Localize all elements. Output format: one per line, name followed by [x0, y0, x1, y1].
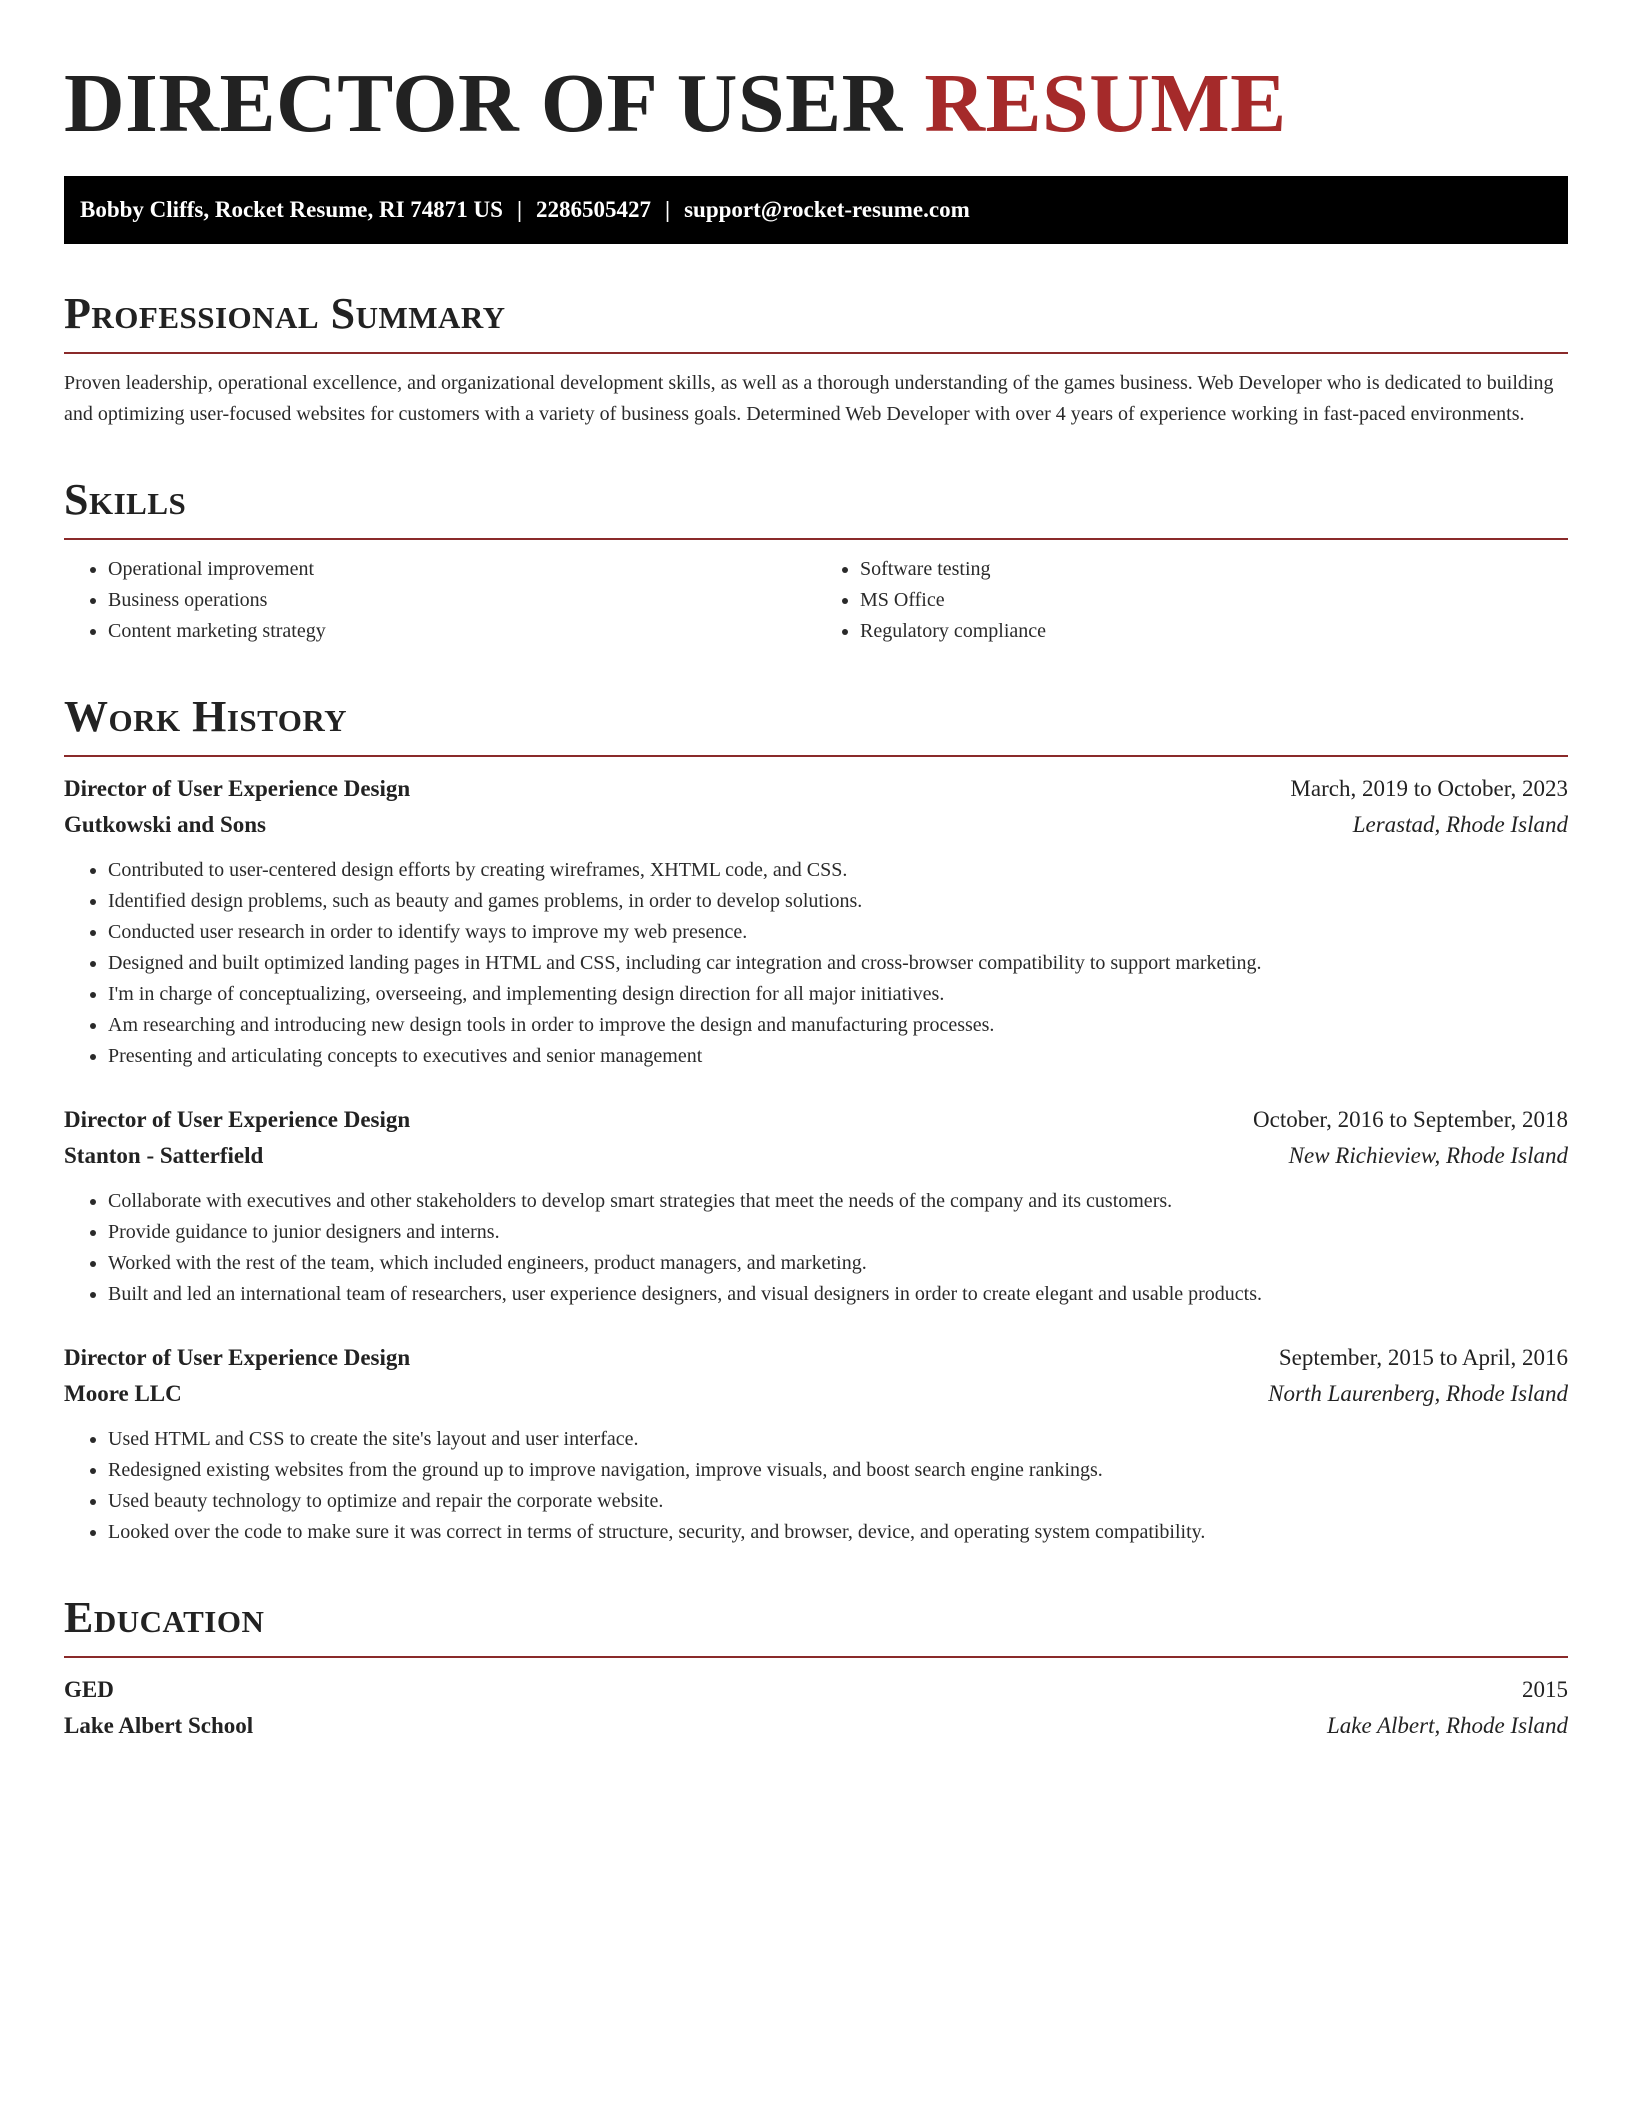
job-company-row: [64, 1138, 1568, 1174]
job-dates: March, 2019 to October, 2023: [1290, 776, 1568, 801]
job-company-row: [64, 807, 1568, 843]
job-bullets: [64, 1186, 1568, 1310]
work-heading: Work History: [64, 692, 348, 741]
section-divider: [64, 755, 1568, 757]
job-bullet: • Identified design problems, such as beauty and games problems, in order to develop solutions.: [108, 886, 1568, 917]
job-company: Moore LLC: [64, 1381, 182, 1406]
education-section: [64, 1592, 1568, 1744]
job-bullet: • Redesigned existing websites from the ground up to improve navigation, improve visuals, and boost search engine rankings.: [108, 1455, 1568, 1486]
job-bullet: • Used beauty technology to optimize and repair the corporate website.: [108, 1486, 1568, 1517]
job-bullet: • Looked over the code to make sure it was correct in terms of structure, security, and browser, device, and operating system compatibility.: [108, 1517, 1568, 1548]
skills-heading: Skills: [64, 475, 187, 524]
contact-separator: |: [665, 197, 671, 222]
education-heading: Education: [64, 1593, 265, 1642]
job-bullet: • Provide guidance to junior designers and interns.: [108, 1217, 1568, 1248]
job-bullet: • Am researching and introducing new design tools in order to improve the design and manufacturing processes.: [108, 1010, 1568, 1041]
job-company: Gutkowski and Sons: [64, 812, 266, 837]
job-location: New Richieview, Rhode Island: [1288, 1143, 1568, 1168]
job-bullet: • Built and led an international team of researchers, user experience designers, and visual designers in order to create elegant and usable products.: [108, 1279, 1568, 1310]
skill-item: • MS Office: [860, 585, 1568, 616]
job-company-row: [64, 1376, 1568, 1412]
job-title: Director of User Experience Design: [64, 1345, 411, 1370]
job-bullet: • Used HTML and CSS to create the site's layout and user interface.: [108, 1424, 1568, 1455]
summary-text: Proven leadership, operational excellence, and organizational development skills, as well as a thorough understanding of the games business. Web Developer who is dedicated to building and optimizing user-focused websites for customers with a variety of business goals. Determined Web Developer with over 4 years of experience working in fast-paced environments.: [64, 372, 1554, 425]
skill-item: • Regulatory compliance: [860, 616, 1568, 647]
education-degree-row: [64, 1672, 1568, 1708]
job-bullet: • Designed and built optimized landing pages in HTML and CSS, including car integration and cross-browser compatibility to support marketing.: [108, 948, 1568, 979]
skill-item: • Business operations: [108, 585, 816, 616]
job-company: Stanton - Satterfield: [64, 1143, 264, 1168]
title-accent: RESUME: [924, 57, 1287, 150]
job-bullets: [64, 1424, 1568, 1548]
resume-title: [64, 0, 1568, 152]
job-location: North Laurenberg, Rhode Island: [1268, 1381, 1568, 1406]
summary-section: [64, 288, 1568, 430]
work-section: [64, 691, 1568, 1548]
job-bullet: • Worked with the rest of the team, which included engineers, product managers, and marketing.: [108, 1248, 1568, 1279]
education-school-row: [64, 1708, 1568, 1744]
resume-page: [64, 0, 1568, 1744]
job-entry: [64, 1102, 1568, 1310]
section-divider: [64, 352, 1568, 354]
job-title: Director of User Experience Design: [64, 776, 411, 801]
skill-item: • Operational improvement: [108, 554, 816, 585]
skills-section: [64, 474, 1568, 647]
education-degree: GED: [64, 1677, 114, 1702]
education-year: 2015: [1522, 1677, 1568, 1702]
contact-email: support@rocket-resume.com: [684, 197, 970, 222]
job-bullet: • Contributed to user-centered design efforts by creating wireframes, XHTML code, and CSS.: [108, 855, 1568, 886]
education-location: Lake Albert, Rhode Island: [1326, 1713, 1568, 1738]
contact-address: Bobby Cliffs, Rocket Resume, RI 74871 US: [80, 197, 503, 222]
skills-list-left: [64, 554, 816, 647]
skills-list-right: [816, 554, 1568, 647]
section-divider: [64, 538, 1568, 540]
job-header-row: [64, 771, 1568, 807]
job-dates: October, 2016 to September, 2018: [1253, 1107, 1568, 1132]
job-bullets: [64, 855, 1568, 1072]
skills-columns: [64, 554, 1568, 647]
job-header-row: [64, 1102, 1568, 1138]
job-bullet: • Collaborate with executives and other stakeholders to develop smart strategies that meet the needs of the company and its customers.: [108, 1186, 1568, 1217]
title-main: DIRECTOR OF USER: [64, 57, 903, 150]
job-bullet: • I'm in charge of conceptualizing, overseeing, and implementing design direction for all major initiatives.: [108, 979, 1568, 1010]
job-bullet: • Conducted user research in order to identify ways to improve my web presence.: [108, 917, 1568, 948]
contact-bar: [64, 176, 1568, 244]
contact-separator: |: [516, 197, 523, 222]
education-school: Lake Albert School: [64, 1713, 254, 1738]
section-divider: [64, 1656, 1568, 1658]
job-dates: September, 2015 to April, 2016: [1278, 1345, 1568, 1370]
job-bullet: • Presenting and articulating concepts to executives and senior management: [108, 1041, 1568, 1072]
contact-phone: 2286505427: [536, 197, 652, 222]
job-header-row: [64, 1340, 1568, 1376]
job-entry: [64, 771, 1568, 1072]
skill-item: • Software testing: [860, 554, 1568, 585]
summary-heading: Professional Summary: [64, 289, 506, 338]
job-entry: [64, 1340, 1568, 1548]
job-location: Lerastad, Rhode Island: [1352, 812, 1568, 837]
skill-item: • Content marketing strategy: [108, 616, 816, 647]
job-title: Director of User Experience Design: [64, 1107, 411, 1132]
